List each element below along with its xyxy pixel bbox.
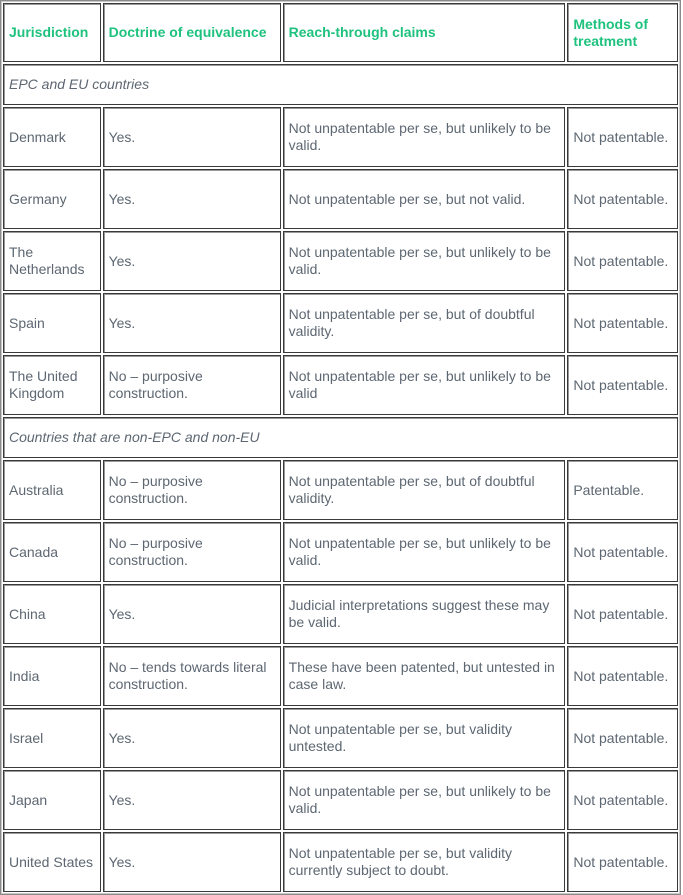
- cell-doctrine: No – purposive construction.: [103, 355, 281, 415]
- cell-doctrine: Yes.: [103, 770, 281, 830]
- cell-jurisdiction: India: [3, 646, 101, 706]
- table-row: [3, 460, 678, 520]
- cell-doctrine: Yes.: [103, 231, 281, 291]
- cell-jurisdiction: Japan: [3, 770, 101, 830]
- cell-reach-through: Not unpatentable per se, but unlikely to be valid.: [283, 522, 566, 582]
- header-row: [3, 3, 678, 62]
- cell-methods: Not patentable.: [567, 584, 678, 644]
- cell-doctrine: Yes.: [103, 107, 281, 167]
- cell-methods: Not patentable.: [567, 770, 678, 830]
- cell-methods: Not patentable.: [567, 231, 678, 291]
- cell-jurisdiction: China: [3, 584, 101, 644]
- cell-jurisdiction: United States: [3, 832, 101, 892]
- cell-methods: Not patentable.: [567, 355, 678, 415]
- cell-reach-through: Not unpatentable per se, but unlikely to be valid.: [283, 231, 566, 291]
- cell-reach-through: Not unpatentable per se, but of doubtful validity.: [283, 460, 566, 520]
- cell-jurisdiction: Israel: [3, 708, 101, 768]
- cell-reach-through: Not unpatentable per se, but unlikely to be valid.: [283, 770, 566, 830]
- section-title: EPC and EU countries: [3, 64, 678, 105]
- cell-jurisdiction: Germany: [3, 169, 101, 229]
- cell-methods: Patentable.: [567, 460, 678, 520]
- cell-jurisdiction: The Netherlands: [3, 231, 101, 291]
- cell-reach-through: These have been patented, but untested in case law.: [283, 646, 566, 706]
- section-row: [3, 64, 678, 105]
- cell-jurisdiction: Canada: [3, 522, 101, 582]
- header-reach-through-claims: Reach-through claims: [283, 3, 566, 62]
- header-methods-of-treatment: Methods of treatment: [567, 3, 678, 62]
- cell-reach-through: Not unpatentable per se, but unlikely to be valid.: [283, 107, 566, 167]
- cell-doctrine: Yes.: [103, 832, 281, 892]
- cell-reach-through: Not unpatentable per se, but not valid.: [283, 169, 566, 229]
- cell-reach-through: Judicial interpretations suggest these may be valid.: [283, 584, 566, 644]
- cell-methods: Not patentable.: [567, 832, 678, 892]
- cell-doctrine: No – tends towards literal construction.: [103, 646, 281, 706]
- cell-reach-through: Not unpatentable per se, but validity untested.: [283, 708, 566, 768]
- cell-doctrine: Yes.: [103, 293, 281, 353]
- table-row: [3, 107, 678, 167]
- cell-methods: Not patentable.: [567, 522, 678, 582]
- table-row: [3, 584, 678, 644]
- cell-jurisdiction: Australia: [3, 460, 101, 520]
- header-doctrine-of-equivalence: Doctrine of equivalence: [103, 3, 281, 62]
- table-row: [3, 832, 678, 892]
- header-jurisdiction: Jurisdiction: [3, 3, 101, 62]
- cell-methods: Not patentable.: [567, 646, 678, 706]
- cell-doctrine: No – purposive construction.: [103, 522, 281, 582]
- section-row: [3, 417, 678, 458]
- cell-reach-through: Not unpatentable per se, but unlikely to be valid: [283, 355, 566, 415]
- table-row: [3, 293, 678, 353]
- table-row: [3, 355, 678, 415]
- cell-methods: Not patentable.: [567, 293, 678, 353]
- table-row: [3, 646, 678, 706]
- cell-doctrine: Yes.: [103, 708, 281, 768]
- table-row: [3, 770, 678, 830]
- cell-jurisdiction: The United Kingdom: [3, 355, 101, 415]
- cell-jurisdiction: Denmark: [3, 107, 101, 167]
- cell-reach-through: Not unpatentable per se, but validity currently subject to doubt.: [283, 832, 566, 892]
- table-row: [3, 231, 678, 291]
- table-row: [3, 708, 678, 768]
- cell-reach-through: Not unpatentable per se, but of doubtful validity.: [283, 293, 566, 353]
- cell-doctrine: Yes.: [103, 169, 281, 229]
- table-row: [3, 169, 678, 229]
- cell-doctrine: No – purposive construction.: [103, 460, 281, 520]
- cell-methods: Not patentable.: [567, 107, 678, 167]
- section-title: Countries that are non-EPC and non-EU: [3, 417, 678, 458]
- table-row: [3, 522, 678, 582]
- cell-jurisdiction: Spain: [3, 293, 101, 353]
- cell-doctrine: Yes.: [103, 584, 281, 644]
- cell-methods: Not patentable.: [567, 169, 678, 229]
- cell-methods: Not patentable.: [567, 708, 678, 768]
